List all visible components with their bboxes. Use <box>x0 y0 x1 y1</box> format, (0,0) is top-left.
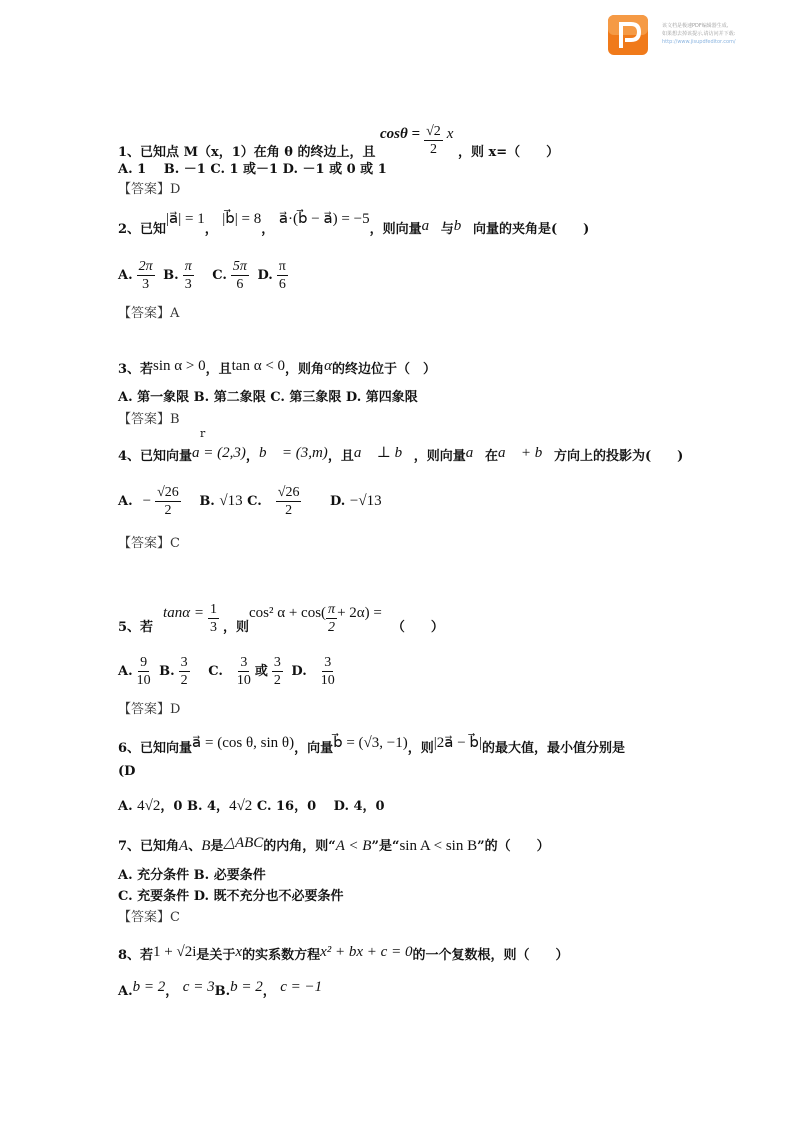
q1-options: A. 1 B. －1 C. 1 或－1 D. －1 或 0 或 1 <box>118 162 387 177</box>
angle-a: A <box>179 838 189 854</box>
denominator: 3 <box>184 277 192 292</box>
fraction <box>179 654 190 689</box>
q8-text: 的实系数方程 <box>242 948 321 963</box>
fraction <box>208 601 219 636</box>
denominator: 2 <box>164 503 172 518</box>
numerator: 3 <box>240 655 248 670</box>
q7-options-line-1: A. 充分条件 B. 必要条件 <box>118 868 266 883</box>
q1-answer: 【答案】D <box>118 182 181 197</box>
question-3 <box>118 358 436 378</box>
denominator: 10 <box>136 673 151 688</box>
numerator: 3 <box>273 655 281 670</box>
q5-text: （ ） <box>391 620 444 635</box>
watermark-text <box>662 22 736 46</box>
numerator: √2 <box>426 124 441 139</box>
numerator: √26 <box>277 485 300 500</box>
q2-answer: 【答案】A <box>118 306 180 321</box>
q7-text: 的内角，则“ <box>263 839 336 854</box>
value: −√13 <box>349 493 382 509</box>
q8-equation: x² + bx + c = 0 <box>320 944 413 960</box>
question-7 <box>118 835 550 855</box>
q5-formula: cos² α + cos( <box>248 605 327 621</box>
q2-formula: |b⃗| = 8 <box>222 211 262 227</box>
q7-text: 是 <box>210 839 224 854</box>
vector-b: b⃗ <box>453 218 473 234</box>
pdf-editor-logo-icon <box>607 14 649 56</box>
numerator: √26 <box>157 485 179 500</box>
q6-formula: |2a⃗ − b⃗| <box>433 735 482 751</box>
q3-answer: 【答案】B <box>118 412 180 427</box>
option-label: A. <box>118 494 133 509</box>
numerator: π <box>184 259 192 274</box>
fraction <box>326 601 337 636</box>
q5-answer: 【答案】D <box>118 702 181 717</box>
q6-continuation: (D <box>118 764 136 779</box>
denominator: 6 <box>278 277 286 292</box>
q7-text: ”的（ ） <box>477 839 550 854</box>
denominator: 3 <box>209 620 217 635</box>
fraction <box>231 258 249 293</box>
option-label: A. <box>118 268 133 283</box>
numerator: 1 <box>209 602 217 617</box>
question-2 <box>118 211 590 238</box>
fraction <box>276 484 302 519</box>
q2-formula: |a⃗| = 1 <box>166 211 205 227</box>
fraction <box>272 654 283 689</box>
denominator: 6 <box>236 277 244 292</box>
option-label: D. <box>257 268 273 283</box>
numerator: 3 <box>180 655 188 670</box>
q6-formula: a⃗ = (cos θ, sin θ) <box>192 735 295 751</box>
q3-text: 的终边位于（ ） <box>331 362 436 377</box>
fraction <box>137 654 151 689</box>
value: √13 <box>219 493 243 509</box>
q2-text: 2、已知 <box>118 222 167 237</box>
q4-formula: a⃗ ⊥ b⃗ <box>353 445 414 461</box>
q5-formula: tanα = <box>163 605 204 621</box>
option-label: D. <box>291 664 307 679</box>
numerator: 3 <box>324 655 332 670</box>
question-6 <box>118 735 625 757</box>
fraction <box>183 258 194 293</box>
q6-text: ，则 <box>407 741 434 756</box>
value: c = −1 <box>280 979 323 995</box>
alpha: α <box>324 358 332 374</box>
q3-formula: sin α > 0 <box>153 358 206 374</box>
variable-x: x <box>235 944 243 960</box>
q3-options: A. 第一象限 B. 第二象限 C. 第三象限 D. 第四象限 <box>118 390 418 405</box>
q3-text: ，且 <box>205 362 232 377</box>
q8-formula: 1 + √2i <box>153 944 197 960</box>
q5-text: 5、若 <box>118 620 154 635</box>
denominator: 3 <box>142 277 150 292</box>
value: 4√2 <box>137 798 161 814</box>
numerator: 2π <box>138 259 153 274</box>
vector-a: a⃗ <box>465 445 485 461</box>
option-label: A. <box>118 799 133 814</box>
question-5 <box>118 602 444 645</box>
fraction <box>155 484 181 519</box>
fraction <box>137 258 155 293</box>
q4-options <box>118 484 382 519</box>
watermark-line: 该文档是极速PDF编辑器生成, <box>662 23 729 29</box>
question-8 <box>118 944 569 964</box>
q4-formula: a⃗ + b⃗ <box>497 445 554 461</box>
vector-a: a⃗ <box>421 218 441 234</box>
q2-options <box>118 258 292 293</box>
q7-text: 7、已知角 <box>118 839 180 854</box>
denominator: 10 <box>236 673 251 688</box>
q3-text: 3、若 <box>118 362 154 377</box>
q2-text: 向量的夹角是( ) <box>472 222 590 237</box>
q6-text: 的最大值，最小值分别是 <box>481 741 625 756</box>
angle-b: B <box>201 838 211 854</box>
q4-formula: a = (2,3) <box>192 445 246 461</box>
numerator: π <box>328 602 336 617</box>
q2-sep: ， <box>204 222 218 237</box>
q1-text-end: ，则 x=（ ） <box>457 145 560 160</box>
q1-fraction <box>424 123 443 158</box>
q7-answer: 【答案】C <box>118 910 180 925</box>
q4-formula: b⃗ = (3,m) <box>258 445 328 461</box>
watermark-link[interactable]: http://www.jisupdfeditor.com/ <box>662 39 736 45</box>
fraction <box>237 654 251 689</box>
q4-text: 方向上的投影为( ) <box>553 449 684 464</box>
option-label: C. <box>208 664 223 679</box>
option-label: A. <box>118 984 133 999</box>
comma: ， <box>262 984 276 999</box>
question-4: 4、已知向量a = (2,3)，b⃗ = (3,m)，且a⃗ ⊥ b⃗，则向量a⃗在a⃗ + b⃗方向上的投影为( ) <box>118 445 684 464</box>
q5-options <box>118 654 339 689</box>
denominator: 2 <box>273 673 281 688</box>
numerator: 5π <box>232 259 247 274</box>
q2-text: 与 <box>440 222 454 237</box>
watermark-line: 如果想去掉该提示,请访问并下载: <box>662 31 736 37</box>
denominator: 2 <box>180 673 188 688</box>
q4-text: 4、已知向量 <box>118 449 193 464</box>
q8-text: 8、若 <box>118 948 154 963</box>
q4-answer: 【答案】C <box>118 536 180 551</box>
option-label: D. <box>330 494 346 509</box>
q1-formula-lhs: cosθ = <box>380 126 421 142</box>
option-label: C. <box>212 268 227 283</box>
minus: − <box>142 493 152 509</box>
q2-text: ，则向量 <box>369 222 422 237</box>
value: 4√2 <box>229 798 253 814</box>
fraction <box>321 654 335 689</box>
denominator: 10 <box>320 673 335 688</box>
option-label: B. <box>199 494 215 509</box>
option-label: A. <box>118 664 133 679</box>
q8-text: 是关于 <box>196 948 236 963</box>
q5-text: ，则 <box>222 620 249 635</box>
denominator: 2 <box>285 503 293 518</box>
q1-x: x <box>446 126 454 142</box>
q4-text: ，则向量 <box>413 449 466 464</box>
option-label: C. <box>247 494 262 509</box>
q2-sep: ， <box>261 222 275 237</box>
value: c = 3 <box>182 979 215 995</box>
q8-text: 的一个复数根，则（ ） <box>412 948 569 963</box>
condition-1: A < B <box>335 838 372 854</box>
denominator: 2 <box>429 142 437 157</box>
q5-formula: + 2α) = <box>337 605 382 621</box>
option-label: B. <box>159 664 175 679</box>
condition-2: sin A < sin B <box>399 838 478 854</box>
numerator: 9 <box>140 655 148 670</box>
options-text: ，0 B. 4， <box>160 799 230 814</box>
q4-r-mark: r <box>200 427 206 440</box>
triangle: △ABC <box>223 835 264 851</box>
q6-text: ，向量 <box>294 741 334 756</box>
fraction <box>277 258 288 293</box>
q2-formula: a⃗·(b⃗ − a⃗) = −5 <box>278 211 370 227</box>
q6-text: 6、已知向量 <box>118 741 193 756</box>
value: b = 2 <box>132 979 166 995</box>
q6-options <box>118 798 385 815</box>
comma: ， <box>165 984 179 999</box>
q4-text: ，且 <box>327 449 354 464</box>
q1-text: 1、已知点 M（x，1）在角 θ 的终边上，且 <box>118 145 376 160</box>
q7-text: ”是“ <box>371 839 400 854</box>
option-label: B. <box>163 268 179 283</box>
q7-options-line-2: C. 充要条件 D. 既不充分也不必要条件 <box>118 889 344 904</box>
q8-options <box>118 979 323 1000</box>
or-text: 或 <box>254 664 268 679</box>
q4-text: 在 <box>484 449 498 464</box>
option-label: B. <box>214 984 231 999</box>
denominator: 2 <box>328 620 336 635</box>
value: b = 2 <box>230 979 263 995</box>
q3-text: ，则角 <box>285 362 325 377</box>
numerator: π <box>278 259 286 274</box>
q6-formula: b⃗ = (√3, −1) <box>333 735 408 751</box>
options-text: C. 16，0 D. 4，0 <box>252 799 385 814</box>
q7-text: 、 <box>188 839 202 854</box>
q3-formula: tan α < 0 <box>231 358 286 374</box>
